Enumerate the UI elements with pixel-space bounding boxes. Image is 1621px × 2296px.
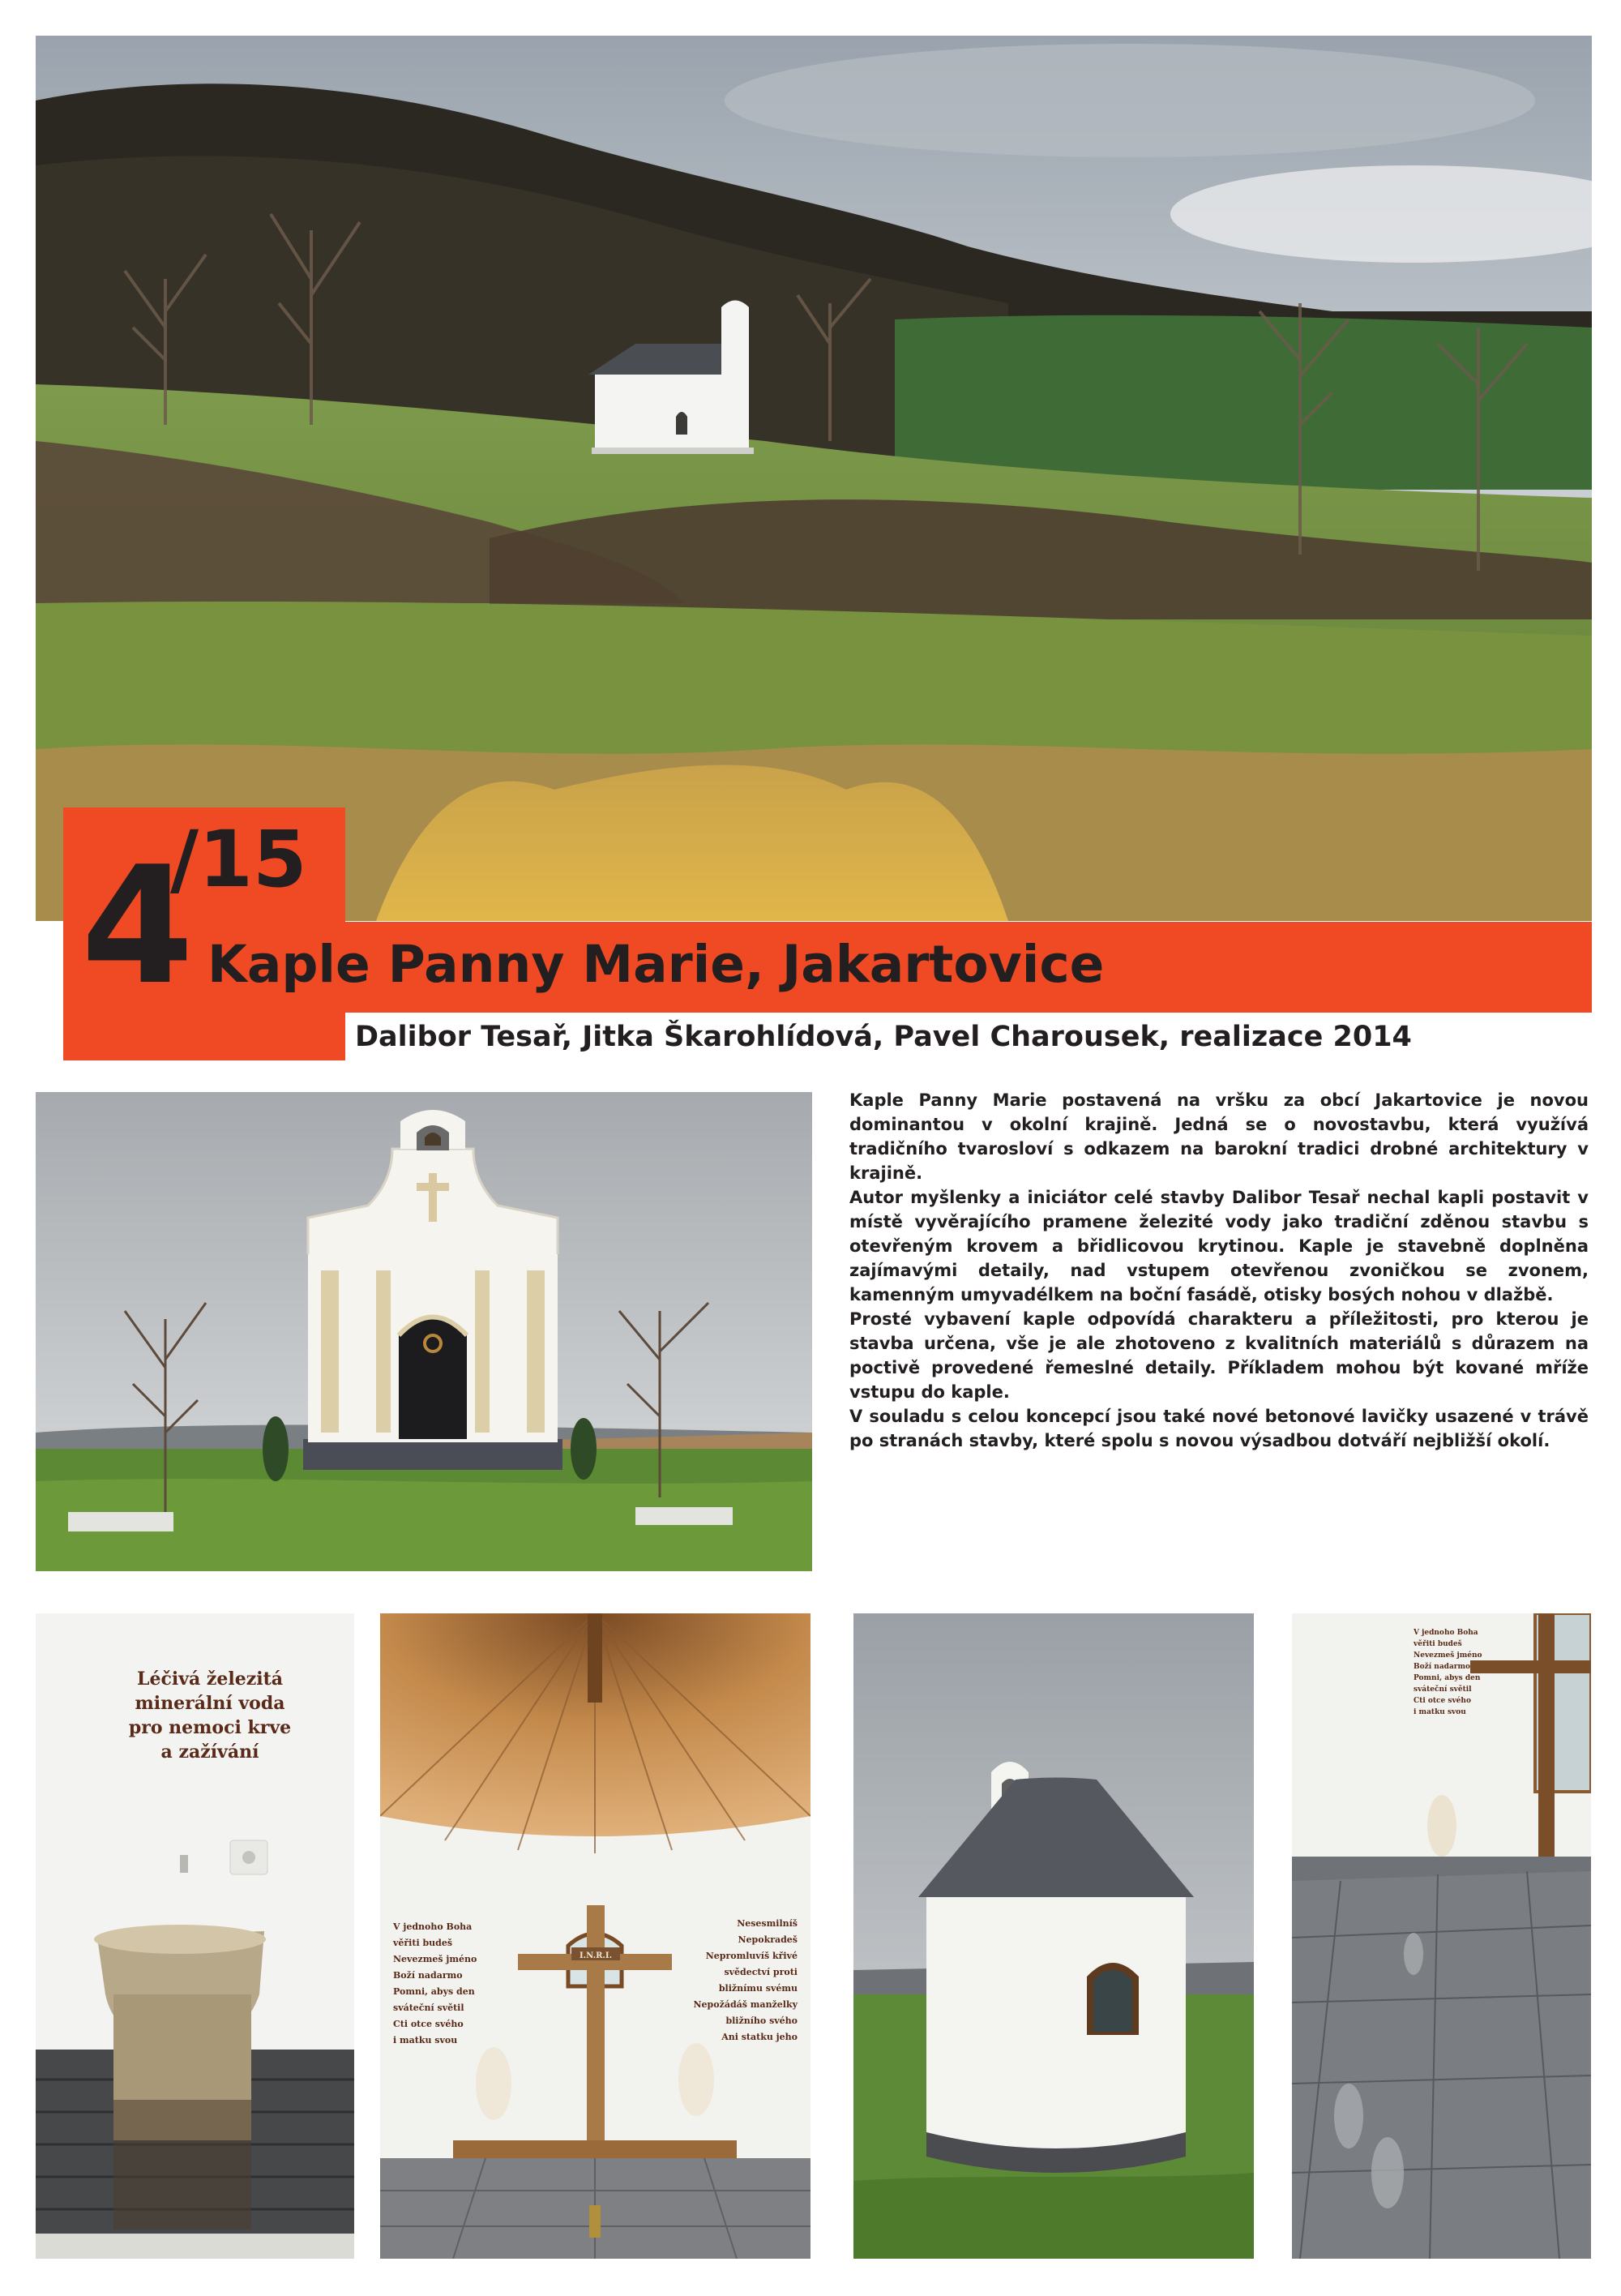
wall-text-line: věřiti budeš (393, 1938, 453, 1948)
description-text (849, 1088, 1589, 1453)
wall-text-line: V jednoho Boha (1414, 1629, 1478, 1637)
description-paragraph: Kaple Panny Marie postavená na vršku za obcí Jakartovice je novou dominantou v okolní krajině. Jedná se o novostavbu, která využívá tradičního tvarosloví s odkazem na barokní tradici drobné architektury v krajině. (849, 1090, 1589, 1183)
poster-total: /15 (170, 814, 307, 905)
spring-basin-photo (36, 1613, 354, 2259)
page-subtitle: Dalibor Tesař, Jitka Škarohlídová, Pavel Charousek, realizace 2014 (355, 1021, 1412, 1053)
chapel-rear-photo (853, 1613, 1254, 2259)
description-paragraph: Prosté vybavení kaple odpovídá charakteru a příležitosti, pro kterou je stavba určena, vše je ale zhotoveno z kvalitních materiálů s důrazem na poctivě provedené řemeslné detaily. Příkladem mohou být kované mříže vstupu do kaple. (849, 1309, 1589, 1402)
wall-text-line: i matku svou (393, 2035, 458, 2045)
wall-text-line: Boží nadarmo (393, 1970, 463, 1981)
wall-text-line: Pomni, abys den (393, 1986, 475, 1997)
wall-text-line: sváteční světil (1414, 1686, 1472, 1694)
spring-sign-line: minerální voda (135, 1693, 285, 1714)
wall-text-line: Nesesmilníš (737, 1918, 798, 1929)
wall-text-line: svědectví proti (724, 1967, 798, 1977)
wall-text-line: bližnímu svému (718, 1983, 798, 1994)
wall-text-line: Nevezmeš jméno (1414, 1651, 1482, 1660)
wall-text-line: Boží nadarmo (1414, 1663, 1471, 1671)
spring-sign-line: Léčivá železitá (136, 1668, 284, 1690)
wall-text-line: Nepokradeš (738, 1934, 798, 1945)
wall-text-line: Cti otce svého (393, 2019, 464, 2029)
chapel-front-photo (36, 1092, 812, 1571)
wall-text-line: bližního svého (725, 2015, 798, 2026)
spring-sign-line: a zažívání (160, 1741, 259, 1763)
spring-sign-line: pro nemoci krve (128, 1717, 292, 1738)
description-paragraph: V souladu s celou koncepcí jsou také nové betonové lavičky usazené v trávě po stranách stavby, které spolu s novou výsadbou dotváří nejbližší okolí. (849, 1407, 1589, 1450)
page-title: Kaple Panny Marie, Jakartovice (207, 935, 1105, 994)
chapel-floor-footprints-photo (1292, 1613, 1591, 2259)
wall-text-line: věřiti budeš (1414, 1640, 1462, 1648)
wall-text-line: Nevezmeš jméno (393, 1954, 477, 1964)
wall-text-line: Ani statku jeho (721, 2032, 798, 2042)
wall-text-line: sváteční světil (393, 2003, 464, 2013)
wall-text-line: Nepožádáš manželky (693, 1999, 798, 2010)
wall-text-line: i matku svou (1414, 1708, 1466, 1716)
wall-text-line: Nepromluvíš křivé (705, 1951, 798, 1961)
wall-text-line: Cti otce svého (1414, 1697, 1471, 1705)
wall-text-line: Pomni, abys den (1414, 1674, 1481, 1682)
description-paragraph: Autor myšlenky a iniciátor celé stavby Dalibor Tesař nechal kapli postavit v místě vyvěrajícího pramene železité vody jako tradiční zděnou stavbu s otevřeným krovem a břidlicovou krytinou. Kaple je stavebně doplněna zajímavými detaily, nad vstupem otevřenou zvoničkou se zvonem, kamenným umyvadélkem na boční fasádě, otisky bosých nohou v dlažbě. (849, 1188, 1589, 1304)
cross-plaque: I.N.R.I. (579, 1951, 613, 1960)
wall-text-line: V jednoho Boha (393, 1921, 473, 1932)
poster-number: 4 (81, 832, 190, 1021)
hero-photo-landscape (36, 36, 1592, 921)
chapel-interior-photo (380, 1613, 810, 2259)
